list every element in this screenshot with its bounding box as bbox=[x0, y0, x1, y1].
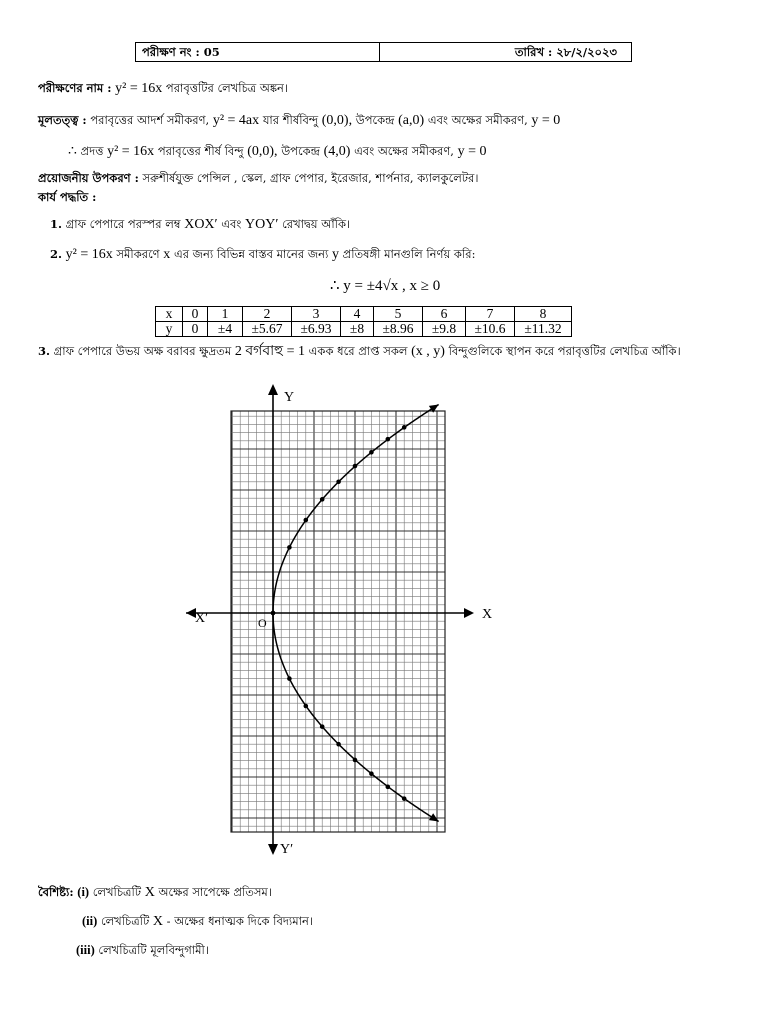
data-point bbox=[369, 450, 374, 455]
axis-label-x: X bbox=[482, 607, 493, 622]
experiment-name: পরীক্ষণের নাম : y² = 16x পরাবৃত্তটির লেখচিত্র অঙ্কন। bbox=[38, 81, 289, 96]
table-cell: ±11.32 bbox=[515, 322, 572, 337]
table-header-y: y bbox=[156, 322, 183, 337]
procedure-heading: কার্য পদ্ধতি : bbox=[38, 190, 97, 204]
x-axis-pos-arrow bbox=[464, 608, 474, 618]
data-point bbox=[271, 611, 276, 616]
table-header-x: x bbox=[156, 307, 183, 322]
data-point bbox=[320, 497, 325, 502]
y-axis-pos-arrow bbox=[268, 384, 278, 395]
data-point bbox=[287, 676, 292, 681]
theory-line-2: ∴ প্রদত্ত y² = 16x পরাবৃত্তের শীর্ষ বিন্দু (0,0), উপকেন্দ্র (4,0) এবং অক্ষের সমীকরণ, y = 0 bbox=[68, 144, 487, 159]
data-point bbox=[402, 796, 407, 801]
exam-number: পরীক্ষণ নং : 05 bbox=[136, 43, 380, 61]
table-cell: ±8.96 bbox=[374, 322, 423, 337]
table-cell: ±6.93 bbox=[292, 322, 341, 337]
table-cell: 7 bbox=[466, 307, 515, 322]
table-cell: 4 bbox=[341, 307, 374, 322]
table-cell: ±4 bbox=[208, 322, 243, 337]
origin-label: O bbox=[258, 616, 267, 630]
table-cell: 8 bbox=[515, 307, 572, 322]
data-point bbox=[402, 425, 407, 430]
graph-axes bbox=[186, 384, 474, 855]
procedure-step-2: 2. y² = 16x সমীকরণে x এর জন্য বিভিন্ন বাস্তব মানের জন্য y প্রতিষঙ্গী মানগুলি নির্ণয় করি: bbox=[50, 247, 476, 262]
table-cell: 1 bbox=[208, 307, 243, 322]
table-cell: 3 bbox=[292, 307, 341, 322]
axis-label-y-neg: Y′ bbox=[280, 842, 294, 857]
y-axis-neg-arrow bbox=[268, 844, 278, 855]
table-cell: 5 bbox=[374, 307, 423, 322]
data-point bbox=[287, 545, 292, 550]
data-point bbox=[336, 742, 341, 747]
table-cell: 0 bbox=[183, 307, 208, 322]
table-cell: ±5.67 bbox=[243, 322, 292, 337]
table-cell: 2 bbox=[243, 307, 292, 322]
table-cell: ±9.8 bbox=[423, 322, 466, 337]
data-point bbox=[353, 758, 358, 763]
data-point bbox=[386, 437, 391, 442]
data-point bbox=[304, 704, 309, 709]
data-point bbox=[353, 464, 358, 469]
axis-label-y: Y bbox=[284, 390, 295, 405]
formula-y: ∴ y = ±4√x , x ≥ 0 bbox=[330, 278, 441, 294]
feature-3: (iii) লেখচিত্রটি মূলবিন্দুগামী। bbox=[76, 943, 209, 957]
table-cell: ±10.6 bbox=[466, 322, 515, 337]
feature-1: বৈশিষ্ট্য: (i) লেখচিত্রটি X অক্ষের সাপেক্ষে প্রতিসম। bbox=[38, 885, 272, 900]
table-cell: 0 bbox=[183, 322, 208, 337]
axis-label-x-neg: X′ bbox=[195, 611, 209, 626]
table-cell: 6 bbox=[423, 307, 466, 322]
data-point bbox=[336, 480, 341, 485]
exam-date: তারিখ : ২৮/২/২০২৩ bbox=[514, 45, 617, 59]
feature-2: (ii) লেখচিত্রটি X - অক্ষের ধনাত্মক দিকে বিদ্যমান। bbox=[82, 914, 313, 929]
data-point bbox=[369, 771, 374, 776]
theory-line-1: মূলতত্ত্ব : পরাবৃত্তের আদর্শ সমীকরণ, y² = 4ax যার শীর্ষবিন্দু (0,0), উপকেন্দ্র (a,0) এবং অক্ষের সমীকরণ, y = 0 bbox=[38, 113, 561, 128]
procedure-step-3: 3. গ্রাফ পেপারে উভয় অক্ষ বরাবর ক্ষুদ্রতম 2 বর্গবাহু = 1 একক ধরে প্রাপ্ত সকল (x , y) বিন্দুগুলিকে স্থাপন করে পরাবৃত্তটির লেখচিত্র আঁকি। bbox=[38, 344, 681, 359]
data-point bbox=[320, 724, 325, 729]
procedure-step-1: 1. গ্রাফ পেপারে পরস্পর লম্ব XOX′ এবং YOY′ রেখাদ্বয় আঁকি। bbox=[50, 217, 351, 232]
data-point bbox=[386, 785, 391, 790]
data-point bbox=[304, 518, 309, 523]
materials: প্রয়োজনীয় উপকরণ : সরুশীর্ষযুক্ত পেন্সিল , স্কেল, গ্রাফ পেপার, ইরেজার, শার্পনার, ক্যালকুলেটর। bbox=[38, 171, 479, 185]
table-cell: ±8 bbox=[341, 322, 374, 337]
